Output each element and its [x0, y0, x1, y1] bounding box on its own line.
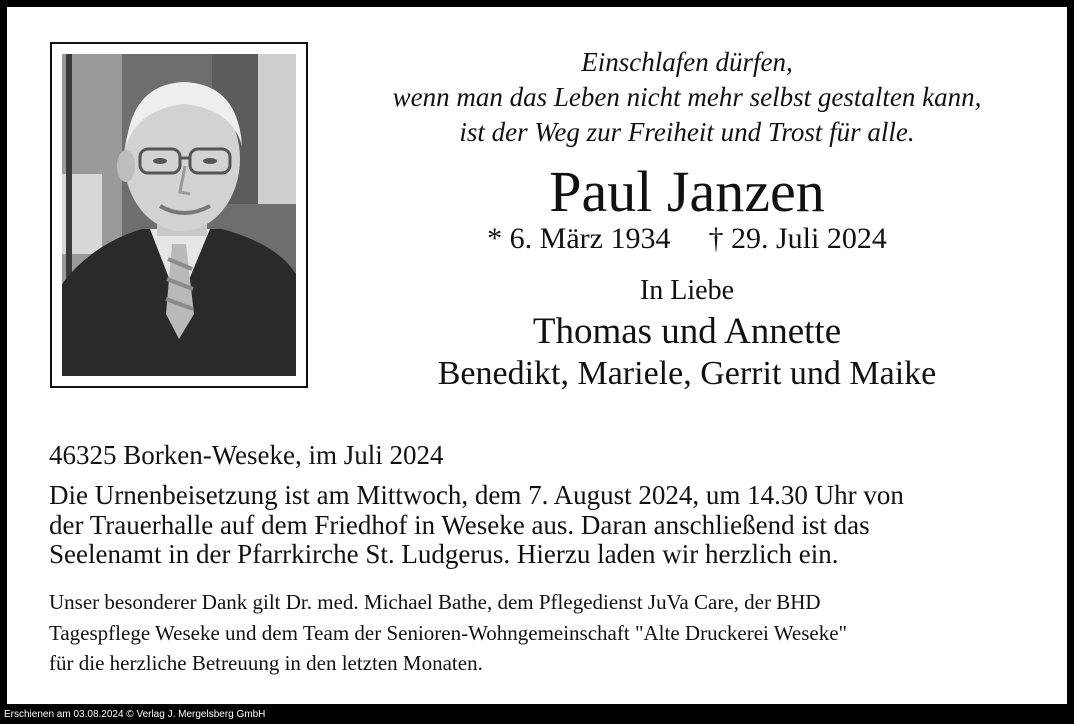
deceased-name: Paul Janzen — [549, 159, 825, 224]
thanks-line-2: Tagespflege Weseke und dem Team der Senioren-Wohngemeinschaft "Alte Druckerei Weseke" — [49, 620, 848, 645]
verse-line-1: Einschlafen dürfen, — [581, 47, 793, 77]
mourners-line-2: Benedikt, Mariele, Gerrit und Maike — [437, 355, 937, 392]
life-dates — [327, 221, 1047, 257]
funeral-notice-line-3: Seelenamt in der Pfarrkirche St. Ludgerus. Hierzu laden wir herzlich ein. — [49, 539, 839, 569]
verse-line-2: wenn man das Leben nicht mehr selbst gestalten kann, — [392, 82, 982, 112]
verse — [327, 45, 1047, 150]
mourners-line-1: Thomas und Annette — [532, 311, 842, 352]
portrait-photo — [62, 54, 296, 376]
funeral-notice-line-2: der Trauerhalle auf dem Friedhof in Weseke aus. Daran anschließend ist das — [49, 509, 870, 540]
thanks-note — [49, 587, 1059, 679]
obituary-card — [7, 7, 1067, 704]
death-date: † 29. Juli 2024 — [708, 222, 887, 255]
place-date: 46325 Borken-Weseke, im Juli 2024 — [49, 440, 444, 470]
funeral-notice — [49, 481, 1059, 570]
thanks-line-1: Unser besonderer Dank gilt Dr. med. Michael Bathe, dem Pflegedienst JuVa Care, der BHD — [49, 590, 821, 614]
publication-footer: Erschienen am 03.08.2024 © Verlag J. Mergelsberg GmbH — [4, 709, 266, 720]
thanks-line-3: für die herzliche Betreuung in den letzten Monaten. — [49, 651, 483, 675]
mourners-intro: In Liebe — [639, 275, 735, 306]
funeral-notice-line-1: Die Urnenbeisetzung ist am Mittwoch, dem 7. August 2024, um 14.30 Uhr von — [49, 480, 904, 510]
portrait-frame — [50, 42, 308, 388]
verse-line-3: ist der Weg zur Freiheit und Trost für alle. — [459, 117, 915, 147]
birth-date: * 6. März 1934 — [487, 222, 671, 255]
